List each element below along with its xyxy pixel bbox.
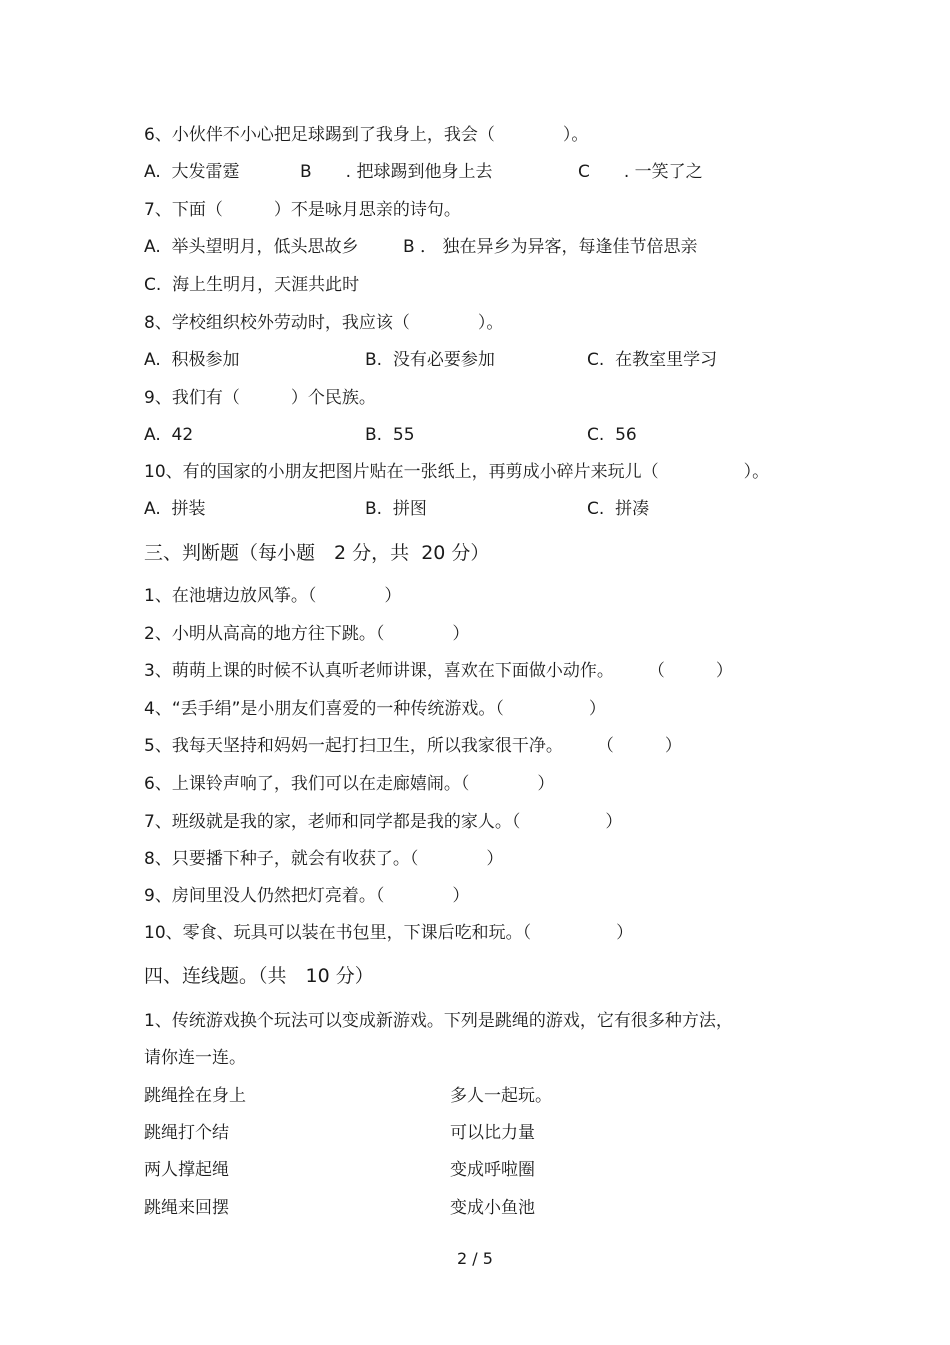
question-7-option-a: A. 举头望明月，低头思故乡 bbox=[144, 237, 359, 257]
question-6-option-b: B . 把球踢到他身上去 bbox=[300, 162, 493, 182]
question-10-option-b: B. 拼图 bbox=[365, 499, 427, 519]
question-6-stem: 6、小伙伴不小心把足球踢到了我身上，我会（ ）。 bbox=[144, 125, 589, 145]
question-9-option-b: B. 55 bbox=[365, 425, 415, 445]
matching-left-4: 跳绳来回摆 bbox=[144, 1198, 229, 1218]
matching-left-1: 跳绳拴在身上 bbox=[144, 1086, 246, 1106]
judge-item-4: 4、“丢手绢”是小朋友们喜爱的一种传统游戏。（ ） bbox=[144, 699, 606, 719]
judge-item-7: 7、班级就是我的家，老师和同学都是我的家人。（ ） bbox=[144, 812, 623, 832]
question-8-option-c: C. 在教室里学习 bbox=[587, 350, 718, 370]
matching-right-2: 可以比力量 bbox=[450, 1123, 535, 1143]
section-4-title: 四、连线题。（共 10 分） bbox=[144, 965, 374, 987]
judge-item-8: 8、只要播下种子，就会有收获了。（ ） bbox=[144, 849, 504, 869]
judge-item-1: 1、在池塘边放风筝。（ ） bbox=[144, 586, 402, 606]
judge-item-5: 5、我每天坚持和妈妈一起打扫卫生，所以我家很干净。 （ ） bbox=[144, 736, 682, 756]
question-8-stem: 8、学校组织校外劳动时，我应该（ ）。 bbox=[144, 313, 504, 333]
judge-item-2: 2、小明从高高的地方往下跳。（ ） bbox=[144, 624, 470, 644]
matching-left-2: 跳绳打个结 bbox=[144, 1123, 229, 1143]
judge-item-6: 6、上课铃声响了，我们可以在走廊嬉闹。（ ） bbox=[144, 774, 555, 794]
question-6-option-c: C . 一笑了之 bbox=[578, 162, 703, 182]
question-6-option-a: A. 大发雷霆 bbox=[144, 162, 240, 182]
question-9-option-a: A. 42 bbox=[144, 425, 194, 445]
page-number: 2 / 5 bbox=[457, 1249, 493, 1268]
question-10-option-a: A. 拼装 bbox=[144, 499, 206, 519]
question-9-stem: 9、我们有（ ）个民族。 bbox=[144, 388, 376, 408]
question-7-stem: 7、下面（ ）不是咏月思亲的诗句。 bbox=[144, 200, 461, 220]
question-10-stem: 10、有的国家的小朋友把图片贴在一张纸上，再剪成小碎片来玩儿（ ）。 bbox=[144, 462, 770, 482]
question-8-option-a: A. 积极参加 bbox=[144, 350, 240, 370]
matching-right-4: 变成小鱼池 bbox=[450, 1198, 535, 1218]
matching-right-1: 多人一起玩。 bbox=[450, 1086, 552, 1106]
judge-item-3: 3、萌萌上课的时候不认真听老师讲课，喜欢在下面做小动作。 （ ） bbox=[144, 661, 733, 681]
matching-question-line-2: 请你连一连。 bbox=[144, 1048, 246, 1068]
matching-question-line-1: 1、传统游戏换个玩法可以变成新游戏。下列是跳绳的游戏，它有很多种方法， bbox=[144, 1011, 733, 1031]
judge-item-10: 10、零食、玩具可以装在书包里，下课后吃和玩。（ ） bbox=[144, 923, 634, 943]
question-7-option-b: B ． 独在异乡为异客，每逢佳节倍思亲 bbox=[403, 237, 698, 257]
section-3-title: 三、判断题（每小题 2 分，共 20 分） bbox=[144, 542, 490, 564]
question-7-option-c: C. 海上生明月，天涯共此时 bbox=[144, 275, 360, 295]
judge-item-9: 9、房间里没人仍然把灯亮着。（ ） bbox=[144, 886, 470, 906]
question-8-option-b: B. 没有必要参加 bbox=[365, 350, 495, 370]
matching-left-3: 两人撑起绳 bbox=[144, 1160, 229, 1180]
matching-right-3: 变成呼啦圈 bbox=[450, 1160, 535, 1180]
question-9-option-c: C. 56 bbox=[587, 425, 637, 445]
question-10-option-c: C. 拼凑 bbox=[587, 499, 650, 519]
